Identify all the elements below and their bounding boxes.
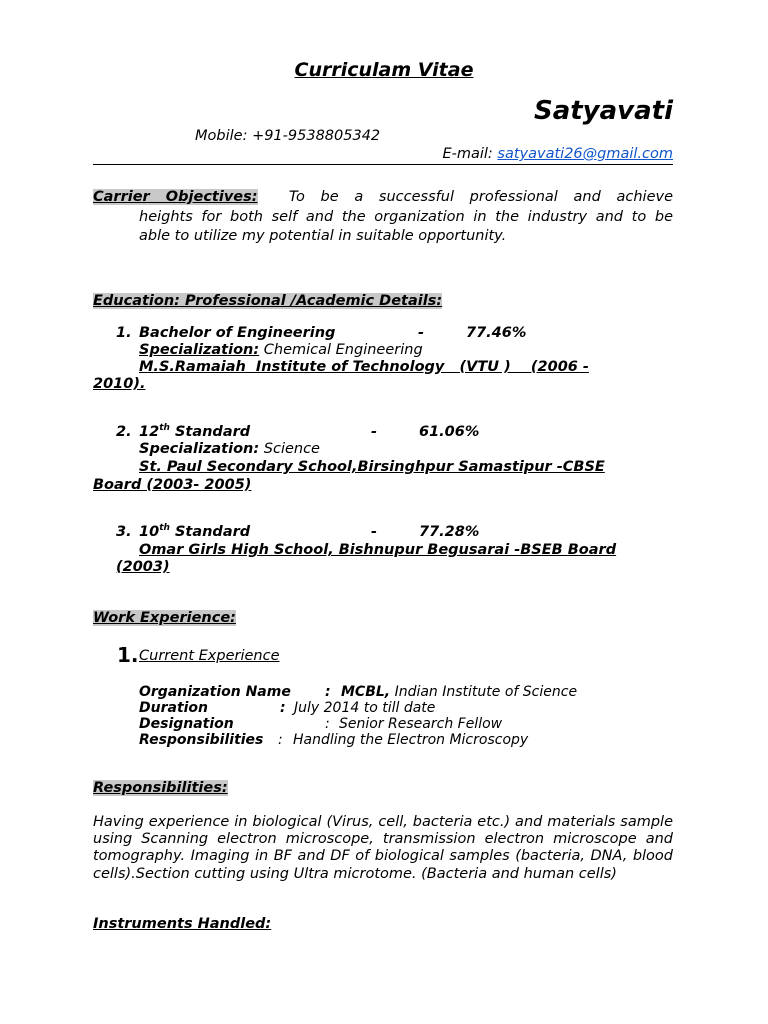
edu-1-score: 77.46%: [466, 325, 527, 341]
edu-3-score: 77.28%: [419, 524, 480, 540]
objective-line-2: heights for both self and the organization in the industry and to be: [139, 209, 673, 225]
edu-3-institute-cont: (2003): [116, 559, 170, 575]
responsibilities-sep: :: [278, 732, 283, 748]
edu-1-institute: M.S.Ramaiah Institute of Technology (VTU ) (2006 -: [139, 359, 589, 375]
edu-3-number: 3.: [116, 524, 132, 540]
candidate-name: Satyavati: [533, 96, 673, 126]
edu-3-degree-num: 10: [139, 524, 160, 540]
edu-3-institute: Omar Girls High School, Bishnupur Begusarai -BSEB Board: [139, 542, 617, 558]
edu-2-dash: -: [371, 424, 378, 440]
email-label: E-mail:: [442, 146, 493, 162]
document-title: Curriculam Vitae: [294, 59, 474, 81]
edu-1-number: 1.: [116, 325, 132, 341]
education-heading: Education: Professional /Academic Details:: [93, 293, 443, 309]
responsibilities-value: Handling the Electron Microscopy: [293, 732, 529, 748]
duration-value: July 2014 to till date: [294, 700, 436, 716]
header-divider: [93, 164, 673, 165]
edu-2-spec-label: Specialization:: [139, 441, 260, 457]
mobile-number: +91-9538805342: [252, 128, 381, 144]
email-line: [442, 146, 673, 162]
edu-2-specialization: [139, 441, 320, 457]
mobile-label: Mobile:: [195, 128, 248, 144]
edu-2-spec-value: Science: [263, 441, 320, 457]
edu-3-dash: -: [371, 524, 378, 540]
edu-2-degree-num: 12: [139, 424, 160, 440]
edu-1-spec-value: Chemical Engineering: [263, 342, 423, 358]
edu-3-degree-sup: th: [159, 523, 170, 534]
objective-heading: Carrier Objectives:: [93, 189, 258, 205]
objective-line-3: able to utilize my potential in suitable opportunity.: [139, 228, 507, 244]
edu-1-specialization: [139, 342, 423, 358]
edu-3-degree: [139, 524, 250, 540]
objective-line-1: [93, 188, 673, 208]
designation-label: Designation: [139, 716, 234, 732]
email-link[interactable]: satyavati26@gmail.com: [497, 146, 673, 162]
org-value: [341, 684, 577, 700]
edu-3-degree-rest: Standard: [169, 524, 251, 540]
responsibilities-text: Having experience in biological (Virus, cell, bacteria etc.) and materials sample using Scanning electron microscope, transmission electron microscope and tomography. Imaging in BF and DF of biological samples (bacteria, DNA, blood cells).Section cutting using Ultra microtome. (Bacteria and human cells): [93, 814, 673, 882]
responsibilities-heading: Responsibilities:: [93, 780, 228, 796]
edu-2-degree-sup: th: [159, 423, 170, 434]
org-bold: MCBL,: [341, 684, 391, 700]
work-heading: Work Experience:: [93, 610, 236, 626]
mobile-line: [195, 128, 380, 144]
edu-2-institute: St. Paul Secondary School,Birsinghpur Samastipur -CBSE: [139, 459, 605, 475]
org-name: Indian Institute of Science: [394, 684, 578, 700]
work-1-number: 1.: [117, 643, 139, 667]
edu-2-institute-cont: Board (2003- 2005): [93, 477, 252, 493]
edu-2-degree: [139, 424, 250, 440]
edu-1-spec-label: Specialization:: [139, 342, 260, 358]
org-sep: :: [325, 684, 331, 700]
instruments-heading: Instruments Handled:: [93, 916, 272, 932]
responsibilities-label: Responsibilities: [139, 732, 264, 748]
duration-label: Duration: [139, 700, 209, 716]
objective-text-1: To be a successful professional and achieve: [288, 189, 673, 205]
edu-1-institute-cont: 2010).: [93, 376, 146, 392]
duration-sep: :: [280, 700, 286, 716]
edu-1-dash: -: [418, 325, 425, 341]
edu-1-degree: Bachelor of Engineering: [139, 325, 336, 341]
edu-2-degree-rest: Standard: [169, 424, 251, 440]
edu-2-score: 61.06%: [419, 424, 480, 440]
work-current-heading: Current Experience: [139, 648, 280, 664]
designation-value: Senior Research Fellow: [339, 716, 503, 732]
org-label: Organization Name: [139, 684, 291, 700]
edu-2-number: 2.: [116, 424, 132, 440]
designation-sep: :: [325, 716, 330, 732]
